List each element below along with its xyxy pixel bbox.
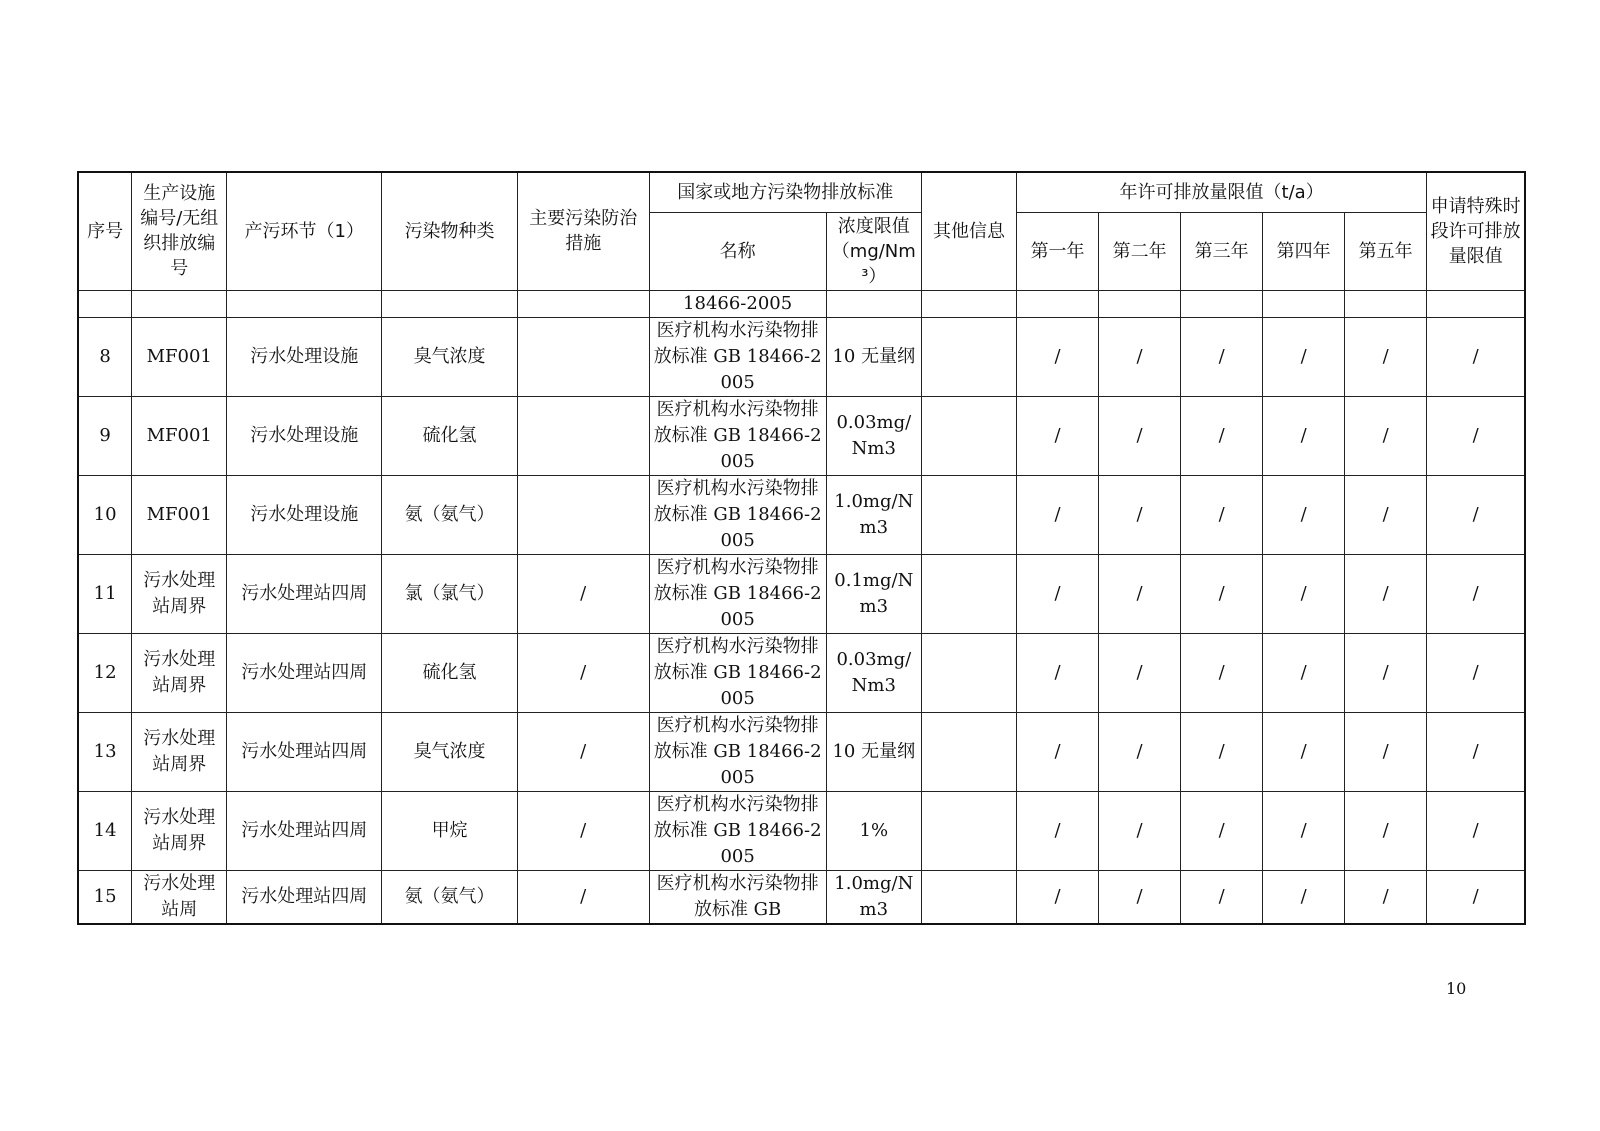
cell-measure: /: [517, 633, 649, 712]
cell-year3: /: [1181, 870, 1263, 924]
cell-year1: /: [1017, 712, 1099, 791]
cell-measure: [517, 475, 649, 554]
header-pollutant: 污染物种类: [382, 172, 518, 290]
cell-year3: /: [1181, 791, 1263, 870]
cell-facility-code: MF001: [132, 475, 227, 554]
cell-pollutant: 硫化氢: [382, 633, 518, 712]
cell-pollutant: 甲烷: [382, 791, 518, 870]
cell-limit: 1.0mg/Nm3: [826, 870, 921, 924]
cell-special: /: [1427, 317, 1525, 396]
cell-standard-name: 医疗机构水污染物排放标准 GB 18466-2005: [649, 396, 826, 475]
cell-process: 污水处理设施: [227, 396, 382, 475]
cell-seq: 10: [78, 475, 132, 554]
cell-year5: /: [1345, 791, 1427, 870]
cell-pollutant: 臭气浓度: [382, 317, 518, 396]
cell-year1: /: [1017, 475, 1099, 554]
header-row-1: [78, 172, 1525, 212]
cell-year4: /: [1263, 633, 1345, 712]
cell-year4: /: [1263, 396, 1345, 475]
cell-facility-code: 污水处理站周界: [132, 712, 227, 791]
header-standard-group: 国家或地方污染物排放标准: [649, 172, 921, 212]
cell-special: /: [1427, 475, 1525, 554]
cell-pollutant: 氯（氯气）: [382, 554, 518, 633]
cell-year3: /: [1181, 396, 1263, 475]
cell-year4: /: [1263, 317, 1345, 396]
cell-year2: /: [1099, 633, 1181, 712]
cell-year3: /: [1181, 712, 1263, 791]
cell-special: /: [1427, 554, 1525, 633]
cell-limit: 10 无量纲: [826, 712, 921, 791]
cell-pollutant: 硫化氢: [382, 396, 518, 475]
cell-year3: /: [1181, 317, 1263, 396]
cell-process: 污水处理站四周: [227, 712, 382, 791]
continuation-standard: 18466-2005: [649, 290, 826, 317]
cell-seq: 11: [78, 554, 132, 633]
header-year3: 第三年: [1181, 212, 1263, 290]
header-year2: 第二年: [1099, 212, 1181, 290]
table-row: [78, 633, 1525, 712]
header-year5: 第五年: [1345, 212, 1427, 290]
cell-process: 污水处理设施: [227, 475, 382, 554]
cell-other: [921, 633, 1016, 712]
cell-limit: 1.0mg/Nm3: [826, 475, 921, 554]
cell-year1: /: [1017, 791, 1099, 870]
cell-other: [921, 475, 1016, 554]
cell-year1: /: [1017, 633, 1099, 712]
cell-seq: 13: [78, 712, 132, 791]
cell-measure: /: [517, 870, 649, 924]
header-measures: 主要污染防治措施: [517, 172, 649, 290]
header-seq: 序号: [78, 172, 132, 290]
cell-year4: /: [1263, 870, 1345, 924]
table-row: [78, 396, 1525, 475]
cell-pollutant: 氨（氨气）: [382, 870, 518, 924]
cell-other: [921, 396, 1016, 475]
cell-facility-code: MF001: [132, 396, 227, 475]
cell-process: 污水处理设施: [227, 317, 382, 396]
header-process: 产污环节（1）: [227, 172, 382, 290]
continuation-row: [78, 290, 1525, 317]
cell-limit: 0.03mg/Nm3: [826, 633, 921, 712]
cell-facility-code: 污水处理站周界: [132, 633, 227, 712]
page-number: 10: [1446, 979, 1467, 998]
header-year4: 第四年: [1263, 212, 1345, 290]
table-row: [78, 870, 1525, 924]
cell-year1: /: [1017, 396, 1099, 475]
cell-year5: /: [1345, 554, 1427, 633]
cell-process: 污水处理站四周: [227, 791, 382, 870]
cell-facility-code: 污水处理站周界: [132, 791, 227, 870]
cell-year4: /: [1263, 712, 1345, 791]
emission-limit-table-container: [77, 171, 1526, 925]
header-limit: 浓度限值（mg/Nm³）: [826, 212, 921, 290]
header-other: 其他信息: [921, 172, 1016, 290]
cell-process: 污水处理站四周: [227, 870, 382, 924]
cell-standard-name: 医疗机构水污染物排放标准 GB 18466-2005: [649, 554, 826, 633]
cell-special: /: [1427, 712, 1525, 791]
cell-seq: 8: [78, 317, 132, 396]
cell-standard-name: 医疗机构水污染物排放标准 GB 18466-2005: [649, 317, 826, 396]
emission-limit-table: [77, 171, 1526, 925]
cell-other: [921, 791, 1016, 870]
cell-measure: /: [517, 791, 649, 870]
table-row: [78, 475, 1525, 554]
cell-year2: /: [1099, 712, 1181, 791]
cell-standard-name: 医疗机构水污染物排放标准 GB: [649, 870, 826, 924]
cell-year3: /: [1181, 633, 1263, 712]
cell-year3: /: [1181, 554, 1263, 633]
cell-special: /: [1427, 791, 1525, 870]
cell-special: /: [1427, 633, 1525, 712]
table-row: [78, 554, 1525, 633]
cell-standard-name: 医疗机构水污染物排放标准 GB 18466-2005: [649, 712, 826, 791]
cell-facility-code: 污水处理站周: [132, 870, 227, 924]
cell-year5: /: [1345, 475, 1427, 554]
cell-year5: /: [1345, 396, 1427, 475]
cell-year2: /: [1099, 396, 1181, 475]
cell-pollutant: 臭气浓度: [382, 712, 518, 791]
cell-measure: /: [517, 554, 649, 633]
cell-special: /: [1427, 870, 1525, 924]
cell-year2: /: [1099, 317, 1181, 396]
cell-other: [921, 870, 1016, 924]
cell-year1: /: [1017, 317, 1099, 396]
cell-limit: 0.03mg/Nm3: [826, 396, 921, 475]
cell-seq: 12: [78, 633, 132, 712]
cell-other: [921, 554, 1016, 633]
cell-year5: /: [1345, 633, 1427, 712]
cell-year3: /: [1181, 475, 1263, 554]
table-row: [78, 317, 1525, 396]
table-row: [78, 712, 1525, 791]
cell-year2: /: [1099, 475, 1181, 554]
cell-standard-name: 医疗机构水污染物排放标准 GB 18466-2005: [649, 791, 826, 870]
cell-year5: /: [1345, 870, 1427, 924]
cell-year5: /: [1345, 317, 1427, 396]
cell-special: /: [1427, 396, 1525, 475]
cell-standard-name: 医疗机构水污染物排放标准 GB 18466-2005: [649, 475, 826, 554]
header-special: 申请特殊时段许可排放量限值: [1427, 172, 1525, 290]
cell-measure: /: [517, 712, 649, 791]
cell-year4: /: [1263, 554, 1345, 633]
cell-year1: /: [1017, 870, 1099, 924]
cell-other: [921, 317, 1016, 396]
cell-measure: [517, 317, 649, 396]
cell-year2: /: [1099, 791, 1181, 870]
header-facility-code: 生产设施编号/无组织排放编号: [132, 172, 227, 290]
cell-facility-code: 污水处理站周界: [132, 554, 227, 633]
cell-year4: /: [1263, 475, 1345, 554]
cell-seq: 14: [78, 791, 132, 870]
header-year1: 第一年: [1017, 212, 1099, 290]
cell-other: [921, 712, 1016, 791]
cell-limit: 10 无量纲: [826, 317, 921, 396]
cell-year5: /: [1345, 712, 1427, 791]
cell-process: 污水处理站四周: [227, 554, 382, 633]
cell-standard-name: 医疗机构水污染物排放标准 GB 18466-2005: [649, 633, 826, 712]
cell-year2: /: [1099, 554, 1181, 633]
cell-seq: 15: [78, 870, 132, 924]
cell-year2: /: [1099, 870, 1181, 924]
cell-year4: /: [1263, 791, 1345, 870]
cell-year1: /: [1017, 554, 1099, 633]
cell-facility-code: MF001: [132, 317, 227, 396]
cell-pollutant: 氨（氨气）: [382, 475, 518, 554]
cell-limit: 0.1mg/Nm3: [826, 554, 921, 633]
table-row: [78, 791, 1525, 870]
cell-limit: 1%: [826, 791, 921, 870]
header-standard-name: 名称: [649, 212, 826, 290]
cell-seq: 9: [78, 396, 132, 475]
cell-measure: [517, 396, 649, 475]
cell-process: 污水处理站四周: [227, 633, 382, 712]
header-annual-group: 年许可排放量限值（t/a）: [1017, 172, 1427, 212]
